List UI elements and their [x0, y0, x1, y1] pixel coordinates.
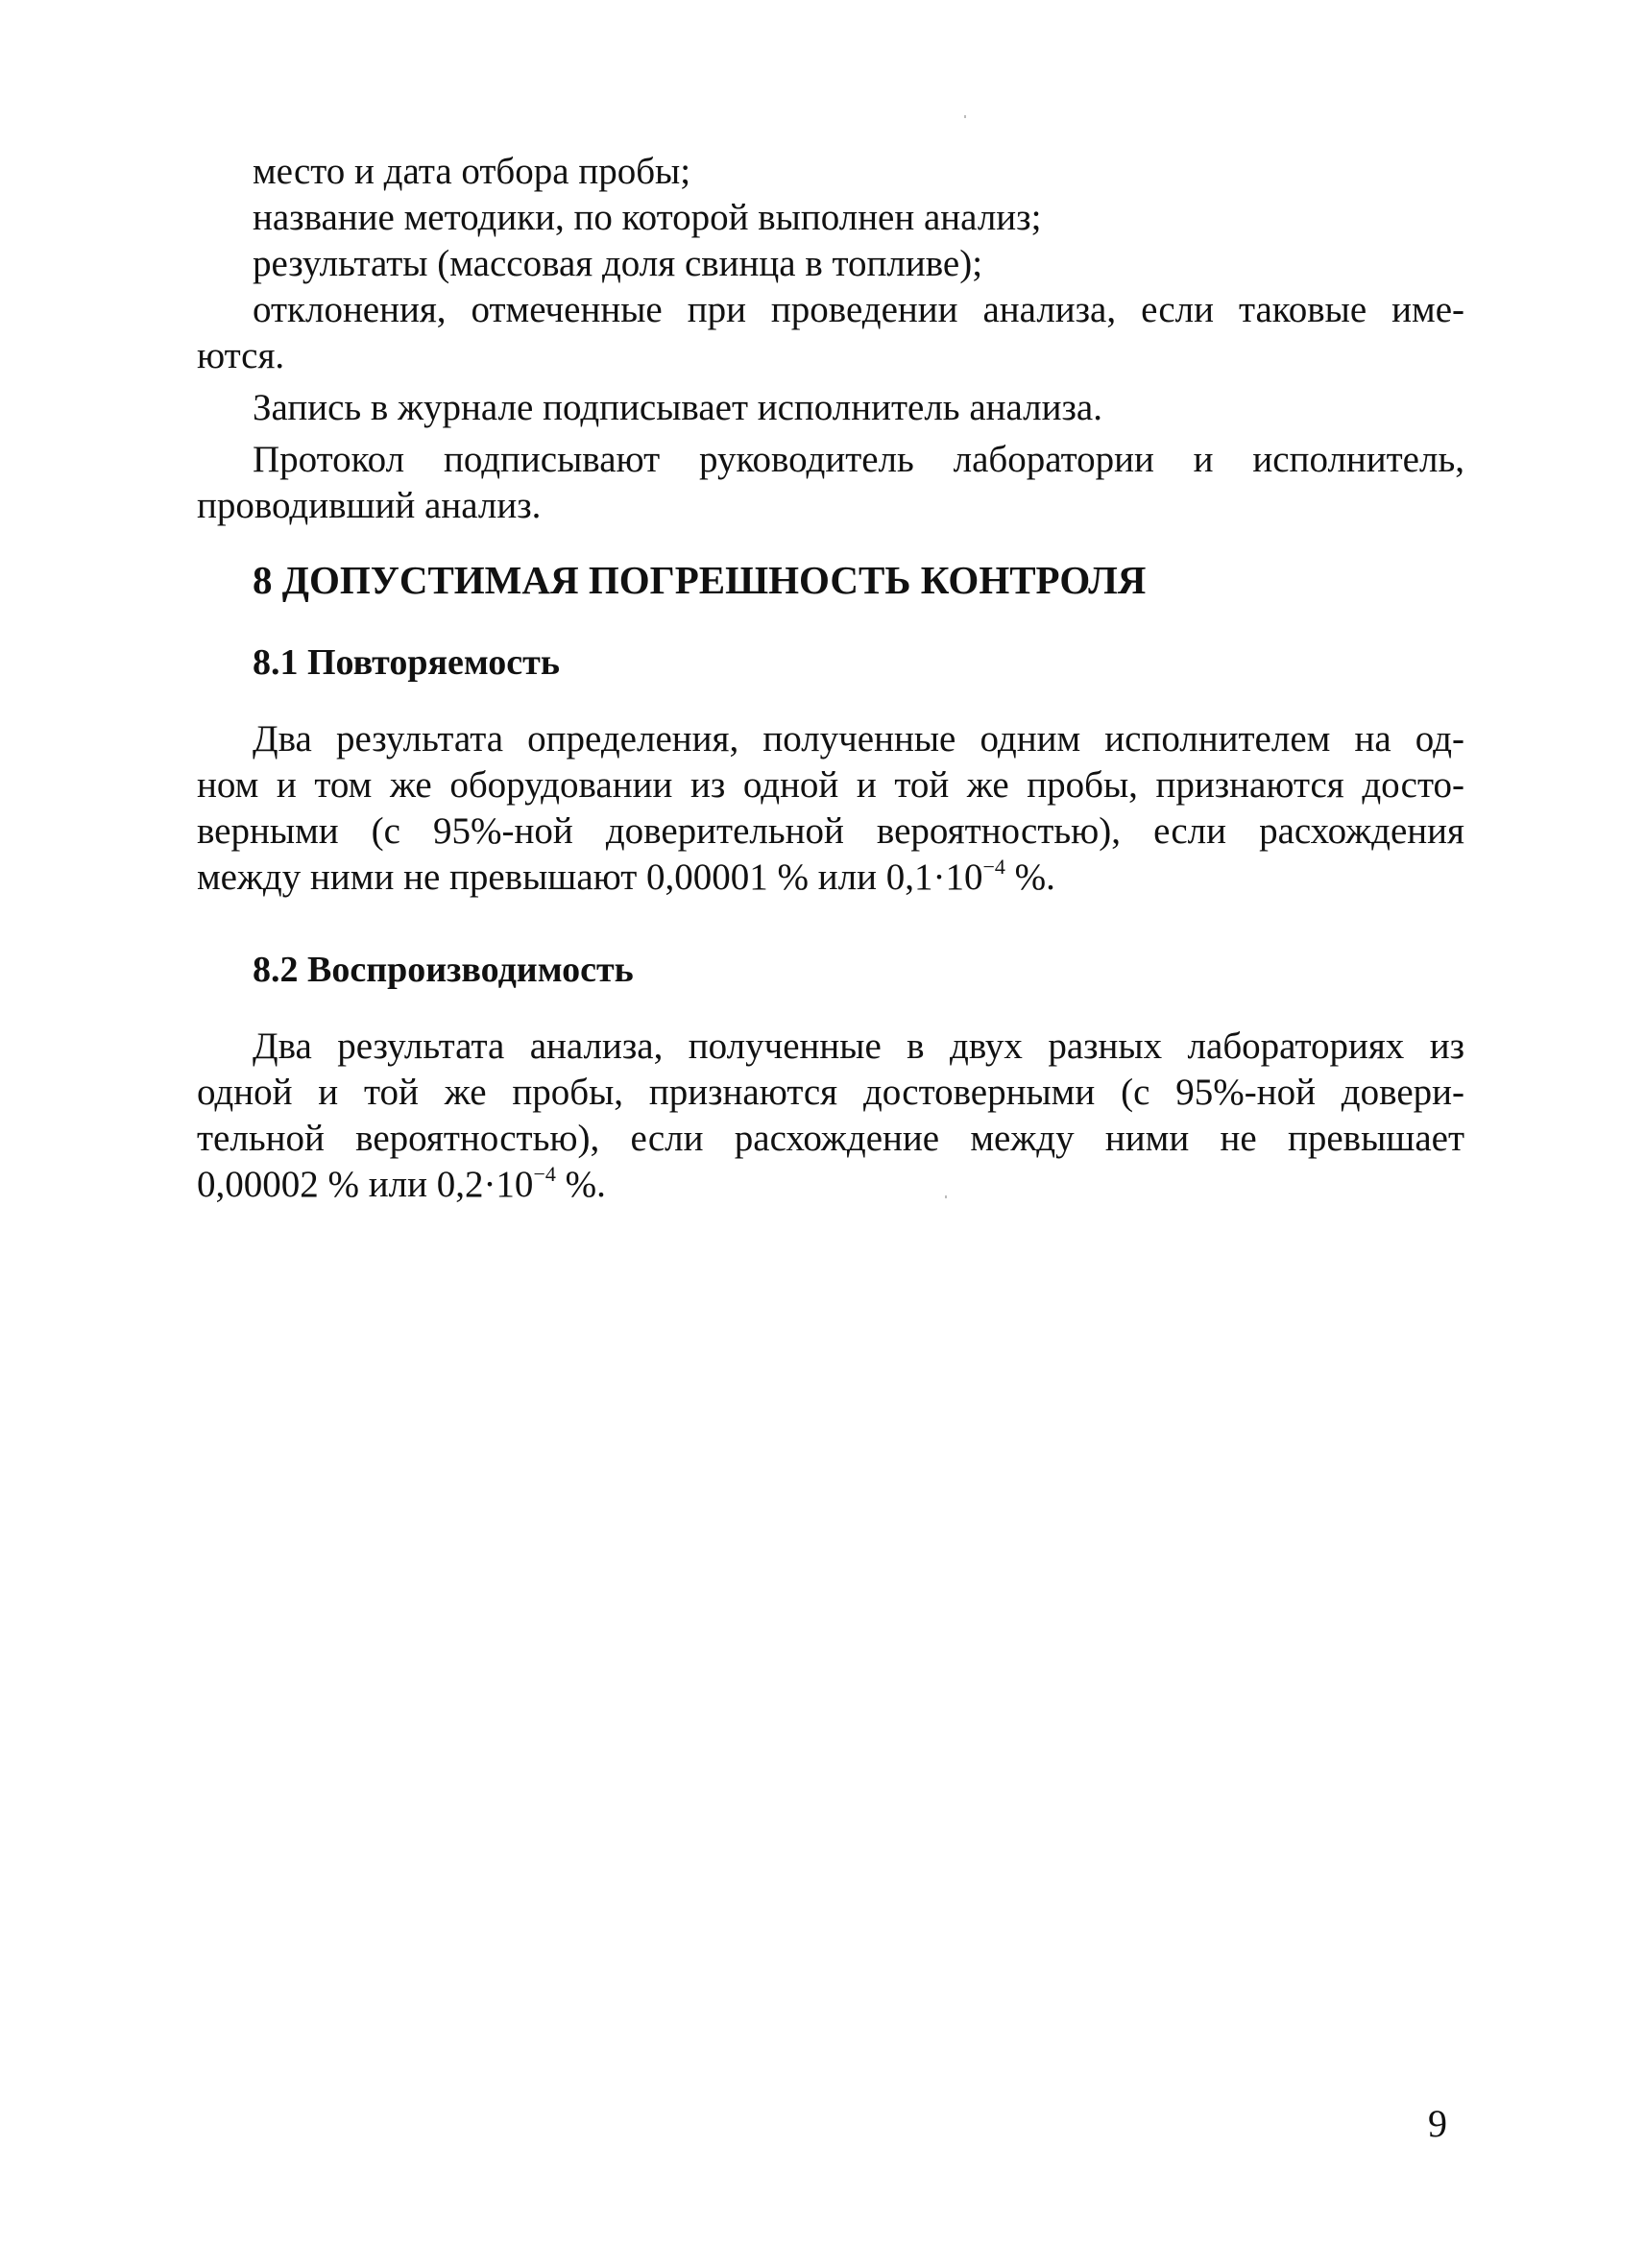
list-item: место и дата отбора пробы;: [253, 151, 691, 192]
scan-speck: [964, 115, 966, 118]
line-text: %.: [1004, 857, 1055, 898]
scan-speck: [945, 1195, 947, 1198]
subsection-heading-reproducibility: 8.2 Воспроизводимость: [253, 950, 634, 990]
paragraph-line: ном и том же оборудовании из одной и той же пробы, признаются досто-: [197, 764, 1464, 806]
paragraph-line: тельной вероятностью), если расхождение между ними не превышает: [197, 1118, 1464, 1159]
line-text: %.: [555, 1164, 606, 1205]
list-item-continuation: ются.: [197, 335, 285, 376]
list-item: результаты (массовая доля свинца в топливе);: [253, 243, 983, 284]
protocol-text-line1: Протокол подписывают руководитель лаборатории и исполнитель,: [253, 439, 1464, 480]
exponent: −4: [982, 855, 1005, 879]
exponent: −4: [533, 1162, 556, 1186]
paragraph-line: Два результата анализа, полученные в двух разных лабораториях из: [253, 1025, 1464, 1067]
subsection-heading-repeatability: 8.1 Повторяемость: [253, 642, 560, 683]
page-number: 9: [1428, 2102, 1447, 2145]
paragraph-line: Два результата определения, полученные одним исполнителем на од-: [253, 718, 1464, 760]
list-item: название методики, по которой выполнен анализ;: [253, 197, 1042, 238]
reproducibility-paragraph: [197, 1024, 1464, 1208]
paragraph-line: [197, 1162, 1464, 1208]
line-text: между ними не превышают 0,00001 % или 0,1·10: [197, 857, 983, 898]
paragraph-line: одной и той же пробы, признаются достоверными (с 95%-ной довери-: [197, 1072, 1464, 1113]
paragraph-line: [197, 855, 1464, 901]
protocol-text-line2: проводивший анализ.: [197, 485, 542, 526]
section-heading: 8 ДОПУСТИМАЯ ПОГРЕШНОСТЬ КОНТРОЛЯ: [253, 558, 1147, 602]
journal-signature-text: Запись в журнале подписывает исполнитель анализа.: [253, 387, 1102, 428]
paragraph-line: верными (с 95%-ной доверительной вероятностью), если расхождения: [197, 810, 1464, 852]
line-text: 0,00002 % или 0,2·10: [197, 1164, 534, 1205]
intro-block: [197, 149, 1464, 529]
list-item: отклонения, отмеченные при проведении анализа, если таковые име-: [253, 289, 1464, 330]
repeatability-paragraph: [197, 716, 1464, 901]
